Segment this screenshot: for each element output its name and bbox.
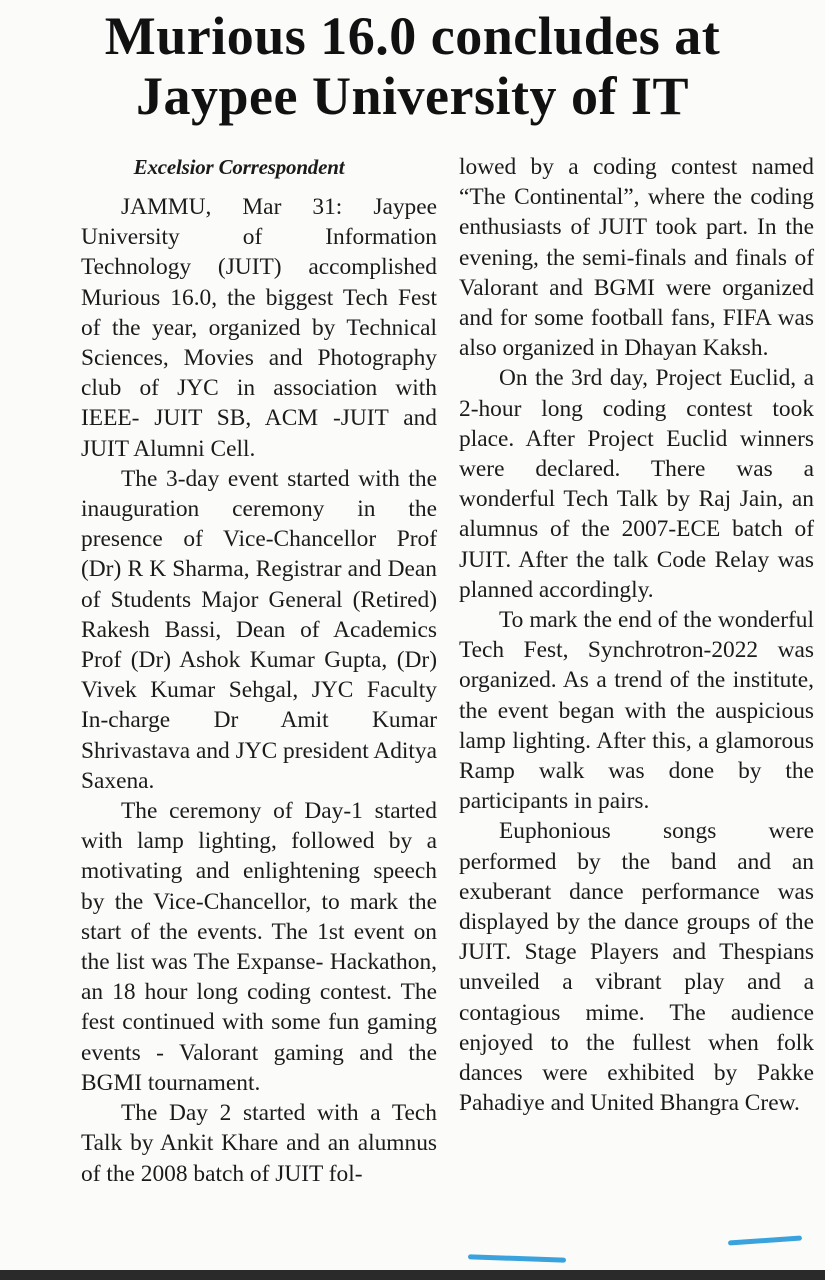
- paragraph: On the 3rd day, Project Euclid, a 2-hour long coding contest took place. After Project Euclid winners were declared. There was a wonderful Tech Talk by Raj Jain, an alumnus of the 2007-ECE batch of JUIT. After the talk Code Relay was planned accordingly.: [459, 365, 814, 603]
- article-column-left: [81, 152, 437, 1189]
- paragraph: lowed by a coding contest named “The Continental”, where the coding enthusiasts of JUIT took part. In the evening, the semi-finals and finals of Valorant and BGMI were organized and for some football fans, FIFA was also organized in Dhayan Kaksh.: [459, 154, 814, 362]
- paragraph: JAMMU, Mar 31: Jaypee University of Information Technology (JUIT) accomplished Murious 16.0, the biggest Tech Fest of the year, organized by Technical Sciences, Movies and Photography club of JYC in association with IEEE- JUIT SB, ACM -JUIT and JUIT Alumni Cell.: [81, 194, 437, 462]
- headline-line-2: Jaypee University of IT: [136, 66, 689, 126]
- article-column-right: [459, 152, 814, 1119]
- paragraph: To mark the end of the wonderful Tech Fest, Synchrotron-2022 was organized. As a trend of the institute, the event began with the auspicious lamp lighting. After this, a glamorous Ramp walk was done by the participants in pairs.: [459, 607, 814, 815]
- underline-mark: [468, 1254, 566, 1262]
- paragraph: The ceremony of Day-1 started with lamp lighting, followed by a motivating and enlightening speech by the Vice-Chancellor, to mark the start of the events. The 1st event on the list was The Expanse- Hackathon, an 18 hour long coding contest. The fest continued with some fun gaming events - Valorant gaming and the BGMI tournament.: [81, 798, 437, 1096]
- page-edge: [0, 1270, 825, 1280]
- column-divider: [447, 150, 448, 1260]
- headline-line-1: Murious 16.0 concludes at: [104, 6, 721, 66]
- underline-mark: [728, 1235, 802, 1245]
- paragraph: Euphonious songs were performed by the band and an exuberant dance performance was displayed by the dance groups of the JUIT. Stage Players and Thespians unveiled a vibrant play and a contagious mime. The audience enjoyed to the fullest when folk dances were exhibited by Pakke Pahadiye and United Bhangra Crew.: [459, 818, 814, 1117]
- headline: [0, 6, 825, 126]
- paragraph: The Day 2 started with a Tech Talk by Ankit Khare and an alumnus of the 2008 batch of JUIT fol-: [81, 1100, 437, 1187]
- paragraph: The 3-day event started with the inauguration ceremony in the presence of Vice-Chancellor Prof (Dr) R K Sharma, Registrar and Dean of Students Major General (Retired) Rakesh Bassi, Dean of Academics Prof (Dr) Ashok Kumar Gupta, (Dr) Vivek Kumar Sehgal, JYC Faculty In-charge Dr Amit Kumar Shrivastava and JYC president Aditya Saxena.: [81, 465, 437, 794]
- byline: Excelsior Correspondent: [133, 155, 345, 179]
